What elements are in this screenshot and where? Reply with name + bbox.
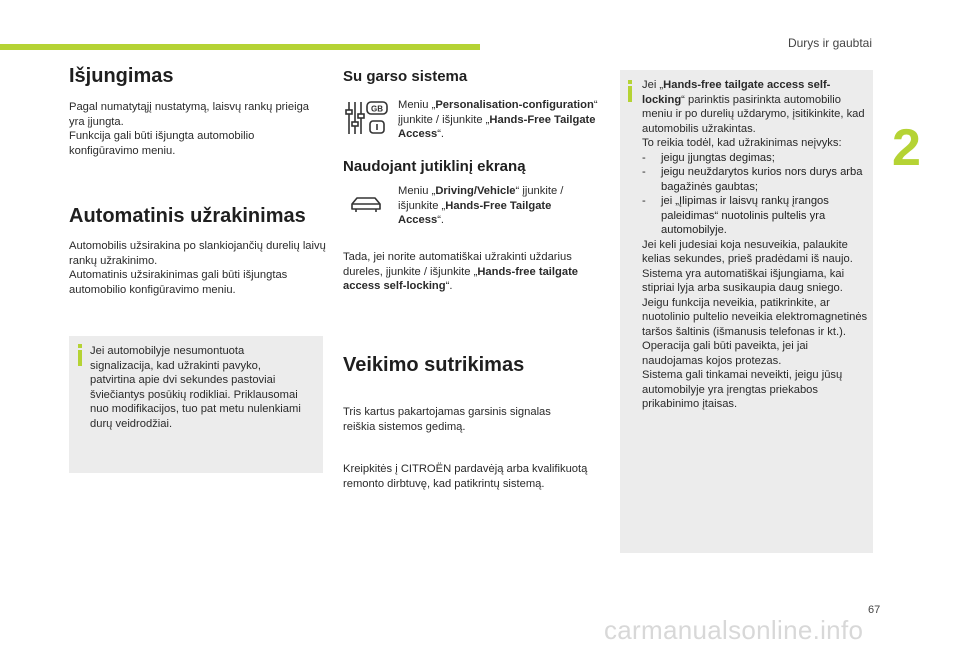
- watermark: carmanualsonline.info: [604, 615, 864, 645]
- gb-label: GB: [371, 104, 383, 114]
- gedimas-text: Tris kartus pakartojamas garsinis signalas reiškia sistemos gedimą.: [343, 406, 551, 433]
- automatinis-text: [69, 239, 327, 297]
- isjungimas-text: [69, 100, 324, 158]
- heading-su-garso-sistema: Su garso sistema: [343, 68, 468, 85]
- paragraph: Jei keli judesiai koja nesuveikia, palaukite kelias sekundes, prieš pradėdami iš naujo.: [642, 238, 853, 265]
- paragraph: Pagal numatytąjį nustatymą, laisvų rankų prieiga yra įjungta.: [69, 101, 310, 128]
- heading-automatinis: Automatinis užrakinimas: [69, 205, 306, 227]
- page-number: 67: [868, 604, 881, 616]
- info-icon: [625, 80, 637, 102]
- info-box-self-locking: [620, 70, 873, 553]
- info-icon: [75, 344, 87, 366]
- settings-sliders-icon: [343, 98, 391, 138]
- header-accent-bar: [0, 44, 480, 50]
- self-locking-text: Tada, jei norite automatiškai užrakinti uždarius dureles, įjunkite / išjunkite „Hands-free tailgate access self-locking“.: [343, 251, 579, 292]
- info-box-signalizacija: [69, 336, 323, 473]
- paragraph: To reikia todėl, kad užrakinimas neįvyks:: [642, 137, 842, 149]
- paragraph: Sistema yra automatiškai išjungiama, kai stipriai lyja arba susikaupia daug sniego.: [642, 267, 845, 294]
- paragraph: Funkcija gali būti išjungta automobilio konfigūravimo meniu.: [69, 130, 255, 157]
- list-item: - jeigu įjungtas degimas;: [642, 151, 775, 164]
- heading-isjungimas: Išjungimas: [69, 65, 174, 87]
- list-item: - jei „Įlipimas ir laisvų rankų įrangos paleidimas“ nuotolinis pultelis yra automobilyje.: [642, 195, 829, 236]
- heading-jutiklinis-ekranas: Naudojant jutiklinį ekraną: [343, 158, 526, 175]
- section-title: Durys ir gaubtai: [787, 36, 872, 50]
- list-item: - jeigu neuždarytos kurios nors durys arba bagažinės gaubtas;: [642, 166, 863, 193]
- heading-veikimo-sutrikimas: Veikimo sutrikimas: [343, 354, 525, 376]
- paragraph: Operacija gali būti paveikta, jei jai naudojamas kojos protezas.: [642, 340, 809, 367]
- menu-personalisation: Meniu „Personalisation-configuration“ įjunkite / išjunkite „Hands-Free Tailgate Access“.: [398, 99, 598, 140]
- conditions-list: [642, 151, 872, 238]
- paragraph: Automobilis užsirakina po slankiojančių durelių laivų rankų užrakinimo.: [69, 240, 326, 267]
- paragraph: Automatinis užsirakinimas gali būti išjungtas automobilio konfigūravimo meniu.: [69, 269, 288, 296]
- menu-driving-vehicle: Meniu „Driving/Vehicle“ įjunkite / išjunkite „Hands-Free Tailgate Access“.: [398, 185, 564, 226]
- paragraph: Jeigu funkcija neveikia, patikrinkite, ar nuotolinio pultelio neveikia elektromagnetinės taršos šaltinis (išmanusis telefonas ir kt.).: [642, 296, 868, 338]
- info-text: Jei automobilyje nesumontuota signalizacija, kad užrakinti pavyko, patvirtina apie dvi sekundes pastoviai šviečiantys posūkių rodikliai. Priklausomai nuo modifikacijos, tuo pat metu nulenkiami durų veidrodžiai.: [90, 345, 301, 430]
- paragraph: Sistema gali tinkamai neveikti, jeigu jūsų automobilyje yra įrengtas priekabos prikabinimo įtaisas.: [642, 369, 843, 410]
- car-icon: [348, 193, 384, 217]
- kreipkites-text: Kreipkitės į CITROËN pardavėją arba kvalifikuotą remonto dirbtuvę, kad patikrintų sistemą.: [343, 463, 588, 490]
- chapter-number: 2: [892, 119, 921, 177]
- info-intro: Jei „Hands-free tailgate access self-locking“ parinktis pasirinkta automobilio meniu ir po durelių uždarymo, įsitikinkite, kad automobilis užrakintas.: [642, 79, 865, 135]
- info-content: [642, 78, 872, 412]
